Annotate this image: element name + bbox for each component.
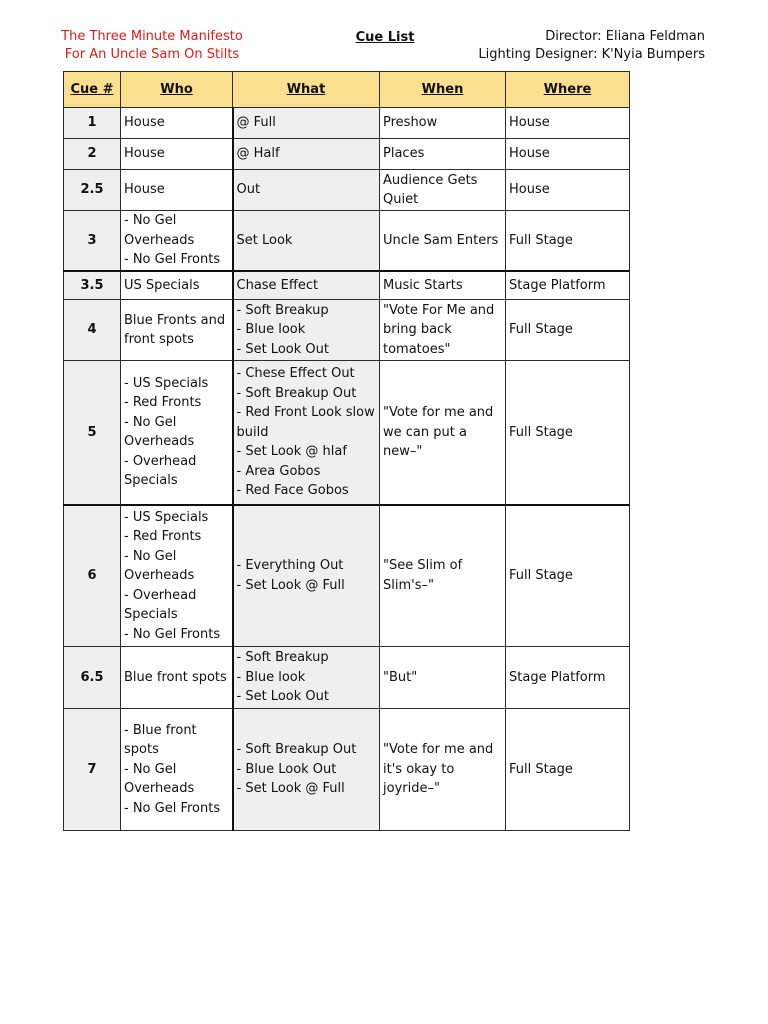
cell-who: Blue front spots (121, 647, 233, 709)
cell-what: - Soft Breakup - Blue look - Set Look Out (233, 300, 380, 361)
cell-what: @ Half (233, 139, 380, 170)
cell-where: Full Stage (506, 505, 630, 647)
cell-when: Places (380, 139, 506, 170)
cue-table (63, 71, 630, 831)
table-row (64, 139, 630, 170)
cell-what: Set Look (233, 211, 380, 271)
cell-cue: 6.5 (64, 647, 121, 709)
cell-who: - Blue front spots - No Gel Overheads - No Gel Fronts (121, 709, 233, 831)
cell-when: "Vote For Me and bring back tomatoes" (380, 300, 506, 361)
column-header-what: What (233, 72, 380, 108)
table-header-row (64, 72, 630, 108)
cell-when: Preshow (380, 108, 506, 139)
column-header-when: When (380, 72, 506, 108)
cell-what: Chase Effect (233, 271, 380, 300)
cell-what: Out (233, 170, 380, 211)
column-header-who: Who (121, 72, 233, 108)
cell-who: - No Gel Overheads - No Gel Fronts (121, 211, 233, 271)
cell-cue: 6 (64, 505, 121, 647)
column-header-cue: Cue # (64, 72, 121, 108)
table-row (64, 108, 630, 139)
column-header-where: Where (506, 72, 630, 108)
cell-cue: 7 (64, 709, 121, 831)
cell-when: Uncle Sam Enters (380, 211, 506, 271)
cell-what: @ Full (233, 108, 380, 139)
director-credit: Director: Eliana Feldman (545, 29, 705, 44)
cell-when: "But" (380, 647, 506, 709)
cell-where: House (506, 108, 630, 139)
cell-where: Full Stage (506, 300, 630, 361)
cell-who: - US Specials - Red Fronts - No Gel Overheads - Overhead Specials - No Gel Fronts (121, 505, 233, 647)
cell-where: Stage Platform (506, 647, 630, 709)
cell-who: House (121, 139, 233, 170)
lighting-designer-credit: Lighting Designer: K'Nyia Bumpers (478, 47, 705, 62)
cell-where: House (506, 170, 630, 211)
cell-where: Full Stage (506, 361, 630, 505)
cell-when: Audience Gets Quiet (380, 170, 506, 211)
cell-where: Full Stage (506, 211, 630, 271)
cell-cue: 1 (64, 108, 121, 139)
cell-what: - Chese Effect Out - Soft Breakup Out - Red Front Look slow build - Set Look @ hlaf - Area Gobos - Red Face Gobos (233, 361, 380, 505)
cell-cue: 2 (64, 139, 121, 170)
table-row (64, 361, 630, 505)
show-title (56, 28, 248, 64)
cell-cue: 2.5 (64, 170, 121, 211)
table-row (64, 505, 630, 647)
table-row (64, 211, 630, 271)
table-row (64, 170, 630, 211)
cell-who: Blue Fronts and front spots (121, 300, 233, 361)
cue-list-title: Cue List (355, 30, 415, 45)
cell-cue: 3 (64, 211, 121, 271)
cell-when: "Vote for me and it's okay to joyride–" (380, 709, 506, 831)
cell-cue: 4 (64, 300, 121, 361)
cell-what: - Everything Out - Set Look @ Full (233, 505, 380, 647)
credits (478, 28, 705, 64)
cell-who: House (121, 170, 233, 211)
cell-when: Music Starts (380, 271, 506, 300)
cell-where: Stage Platform (506, 271, 630, 300)
table-row (64, 647, 630, 709)
cell-who: - US Specials - Red Fronts - No Gel Overheads - Overhead Specials (121, 361, 233, 505)
cell-what: - Soft Breakup - Blue look - Set Look Out (233, 647, 380, 709)
cell-what: - Soft Breakup Out - Blue Look Out - Set Look @ Full (233, 709, 380, 831)
cell-who: US Specials (121, 271, 233, 300)
cell-cue: 5 (64, 361, 121, 505)
table-row (64, 709, 630, 831)
cell-who: House (121, 108, 233, 139)
table-row (64, 271, 630, 300)
table-row (64, 300, 630, 361)
cell-cue: 3.5 (64, 271, 121, 300)
show-title-line-2: For An Uncle Sam On Stilts (64, 47, 240, 62)
cell-when: "See Slim of Slim's–" (380, 505, 506, 647)
show-title-line-1: The Three Minute Manifesto (61, 29, 243, 44)
cell-when: "Vote for me and we can put a new–" (380, 361, 506, 505)
cell-where: Full Stage (506, 709, 630, 831)
cell-where: House (506, 139, 630, 170)
